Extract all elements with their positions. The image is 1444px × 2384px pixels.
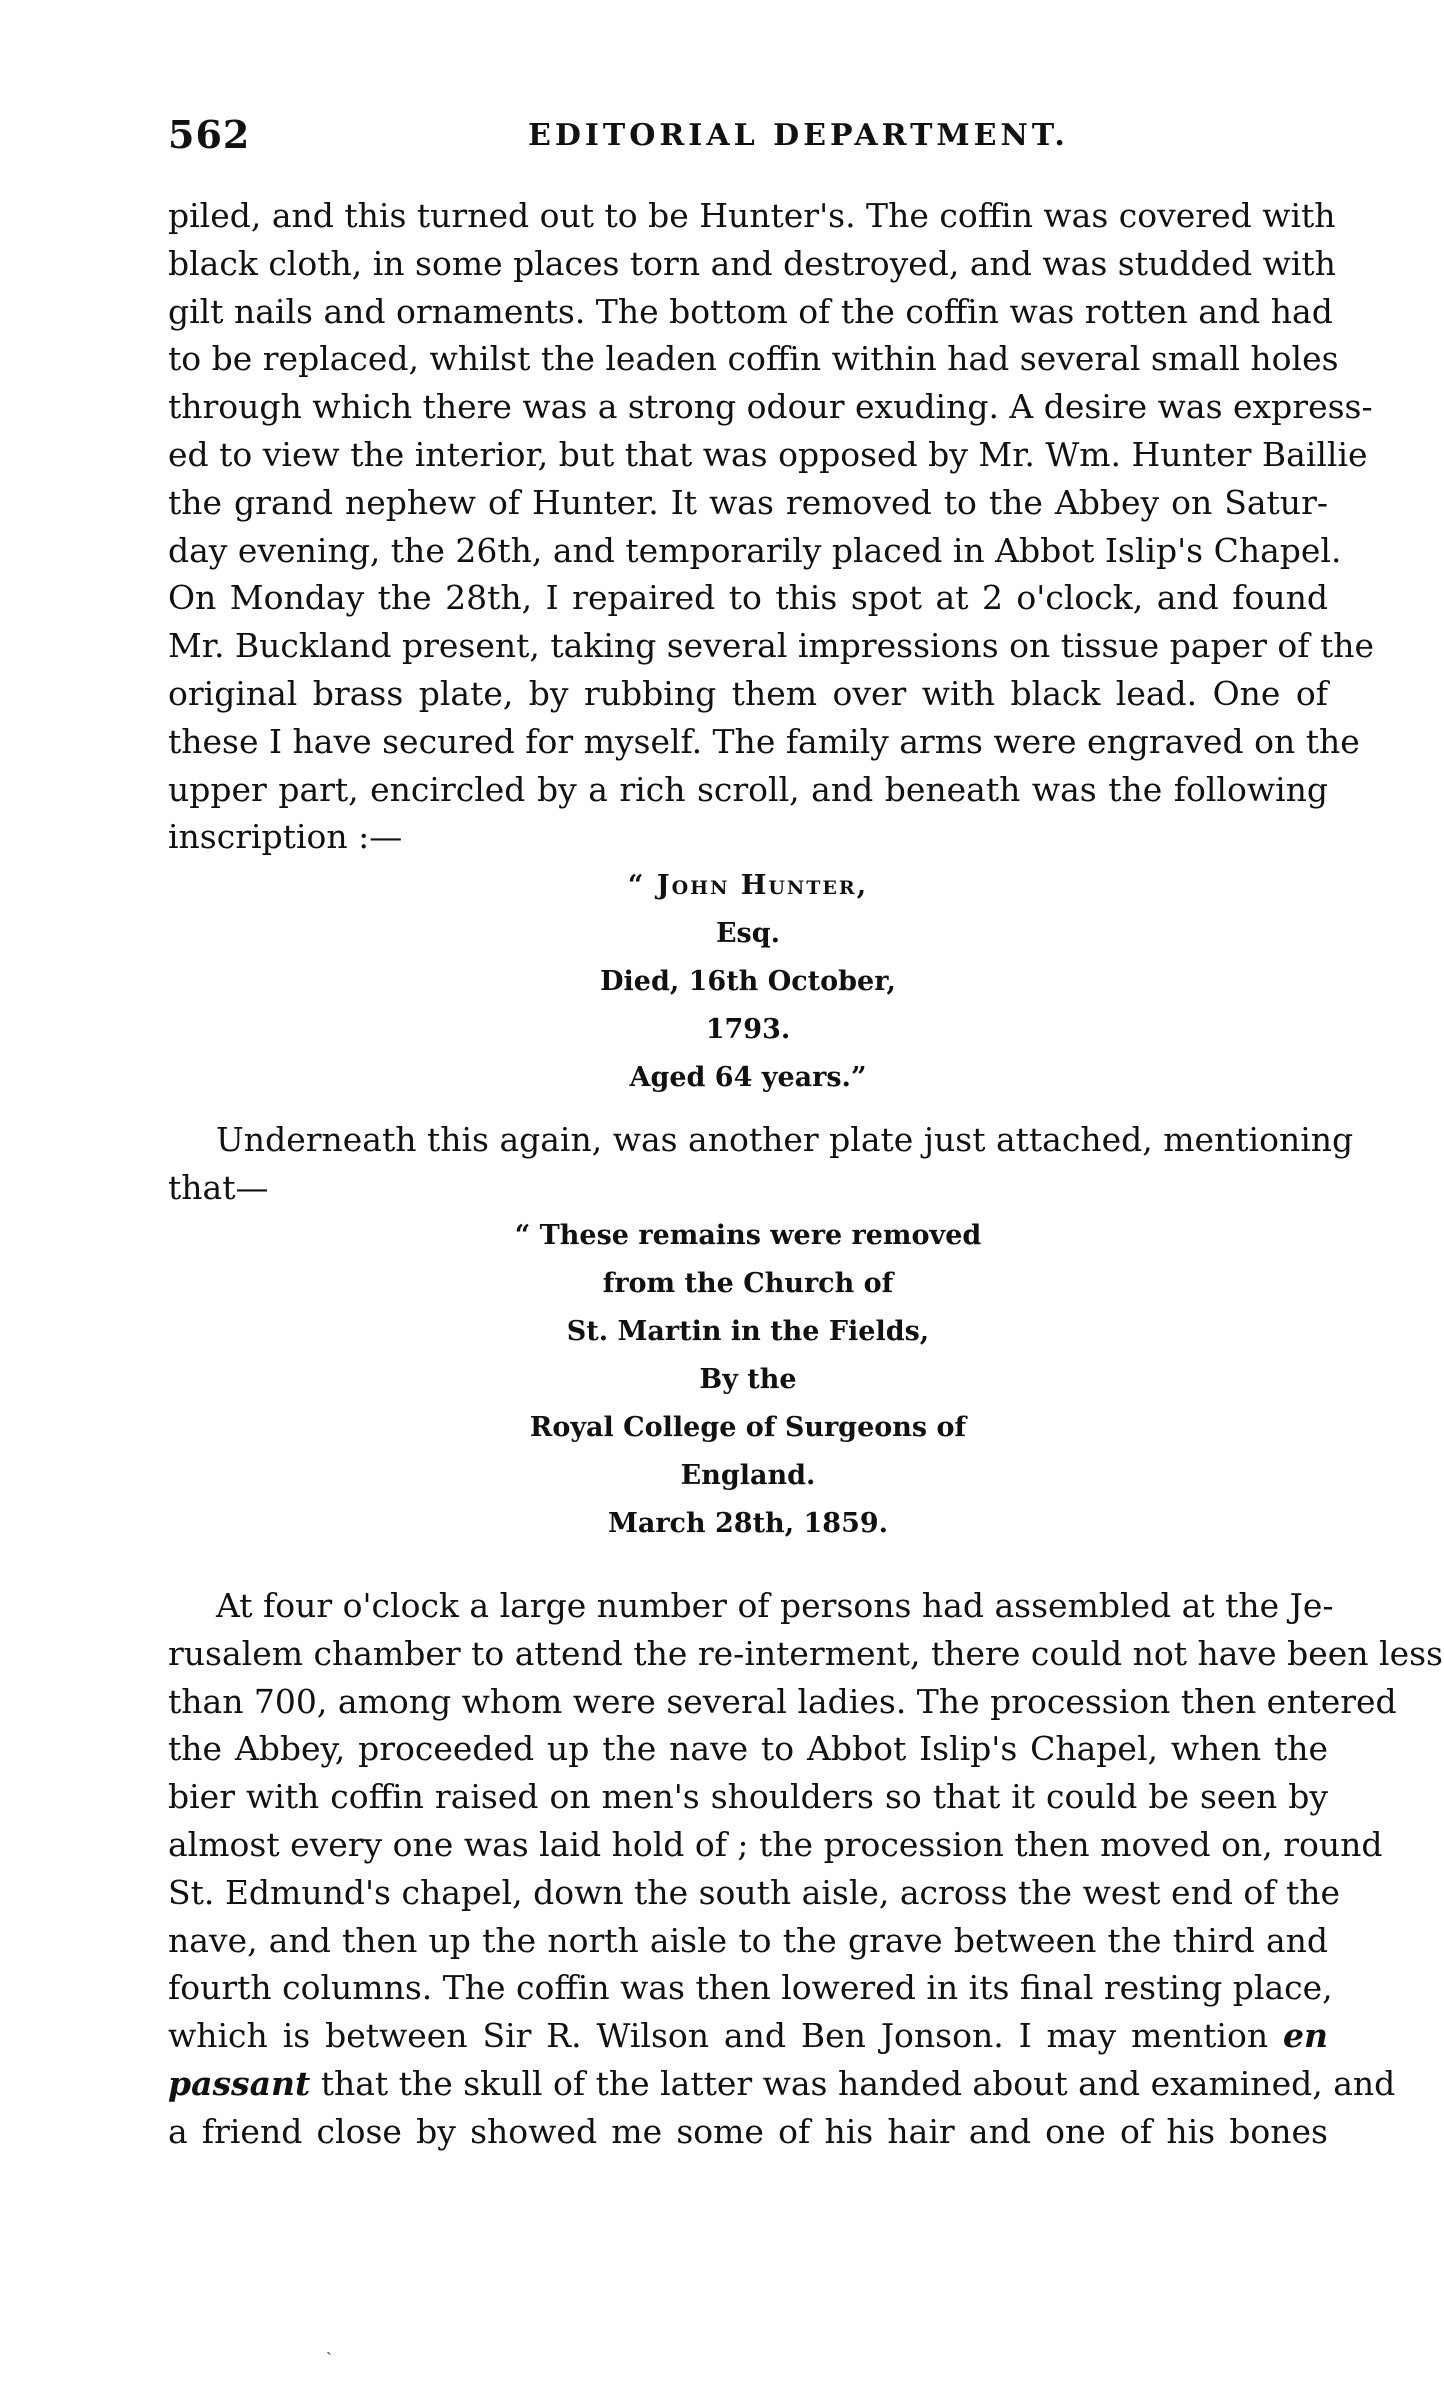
inscription-line: St. Martin in the Fields, — [566, 1316, 930, 1347]
text-line: bier with coffin raised on men's shoulders so that it could be seen by — [168, 1777, 1328, 1817]
text-line: upper part, encircled by a rich scroll, and beneath was the following — [168, 769, 1328, 809]
text-line: piled, and this turned out to be Hunter's. The coffin was covered with — [168, 196, 1336, 235]
text-line: St. Edmund's chapel, down the south aisle, across the west end of the — [168, 1872, 1341, 1912]
text-line — [168, 2060, 1396, 2108]
text-line: black cloth, in some places torn and destroyed, and was studded with — [168, 243, 1336, 283]
italic-word: en — [1283, 2016, 1328, 2056]
inscription-line: from the Church of — [602, 1268, 894, 1299]
text-line: rusalem chamber to attend the re-interment, there could not have been less — [168, 1633, 1443, 1673]
text-line: through which there was a strong odour exuding. A desire was express- — [168, 387, 1373, 427]
inscription-line: Esq. — [715, 918, 781, 949]
inscription-line: “ These remains were removed — [514, 1220, 982, 1251]
inscription-line: “ John Hunter, — [627, 870, 869, 901]
text-line: On Monday the 28th, I repaired to this spot at 2 o'clock, and found — [168, 578, 1328, 618]
line-text: which is between Sir R. Wilson and Ben Jonson. I may mention — [168, 2016, 1269, 2056]
text-line: that— — [168, 1167, 269, 1207]
inscription-line: 1793. — [705, 1014, 791, 1045]
text-line: day evening, the 26th, and temporarily placed in Abbot Islip's Chapel. — [168, 530, 1342, 570]
text-line: fourth columns. The coffin was then lowered in its final resting place, — [168, 1968, 1333, 2008]
text-line: a friend close by showed me some of his hair and one of his bones — [168, 2111, 1328, 2151]
inscription-line: By the — [699, 1364, 797, 1395]
text-line: original brass plate, by rubbing them over with black lead. One of — [168, 673, 1328, 713]
inscription-line: Died, 16th October, — [600, 966, 896, 997]
running-head: EDITORIAL DEPARTMENT. — [528, 118, 1069, 153]
second-plate-inscription — [168, 1212, 1328, 1548]
text-line: to be replaced, whilst the leaden coffin within had several small holes — [168, 339, 1339, 379]
inscription-line: Aged 64 years.” — [629, 1062, 867, 1093]
text-line: At four o'clock a large number of persons had assembled at the Je- — [216, 1586, 1334, 1625]
text-line: almost every one was laid hold of ; the procession then moved on, round — [168, 1824, 1383, 1864]
coffin-plate-inscription — [168, 862, 1328, 1102]
italic-word: passant — [168, 2063, 311, 2103]
text-line: these I have secured for myself. The family arms were engraved on the — [168, 721, 1360, 761]
inscription-line: England. — [680, 1460, 816, 1491]
text-line: than 700, among whom were several ladies. The procession then entered — [168, 1681, 1397, 1721]
paragraph-1 — [168, 192, 1375, 861]
page-number: 562 — [168, 112, 251, 157]
inscription-line: Royal College of Surgeons of — [529, 1412, 967, 1443]
text-line: Mr. Buckland present, taking several impressions on tissue paper of the — [168, 626, 1375, 666]
page-header — [168, 112, 1328, 160]
inscription-line: March 28th, 1859. — [607, 1508, 889, 1539]
text-line: Underneath this again, was another plate just attached, mentioning — [216, 1120, 1354, 1159]
text-line: the Abbey, proceeded up the nave to Abbot Islip's Chapel, when the — [168, 1729, 1328, 1769]
text-line: ed to view the interior, but that was opposed by Mr. Wm. Hunter Baillie — [168, 434, 1368, 474]
paragraph-3 — [168, 1582, 1443, 2156]
text-line: the grand nephew of Hunter. It was removed to the Abbey on Satur- — [168, 482, 1328, 522]
line-text: that the skull of the latter was handed about and examined, and — [320, 2063, 1396, 2103]
text-line: nave, and then up the north aisle to the grave between the third and — [168, 1920, 1328, 1960]
stray-ink-mark: ˏ — [326, 2335, 332, 2356]
text-line: gilt nails and ornaments. The bottom of the coffin was rotten and had — [168, 291, 1333, 331]
text-line — [168, 2012, 1328, 2060]
paragraph-2 — [168, 1116, 1354, 1212]
text-line: inscription :— — [168, 817, 403, 857]
